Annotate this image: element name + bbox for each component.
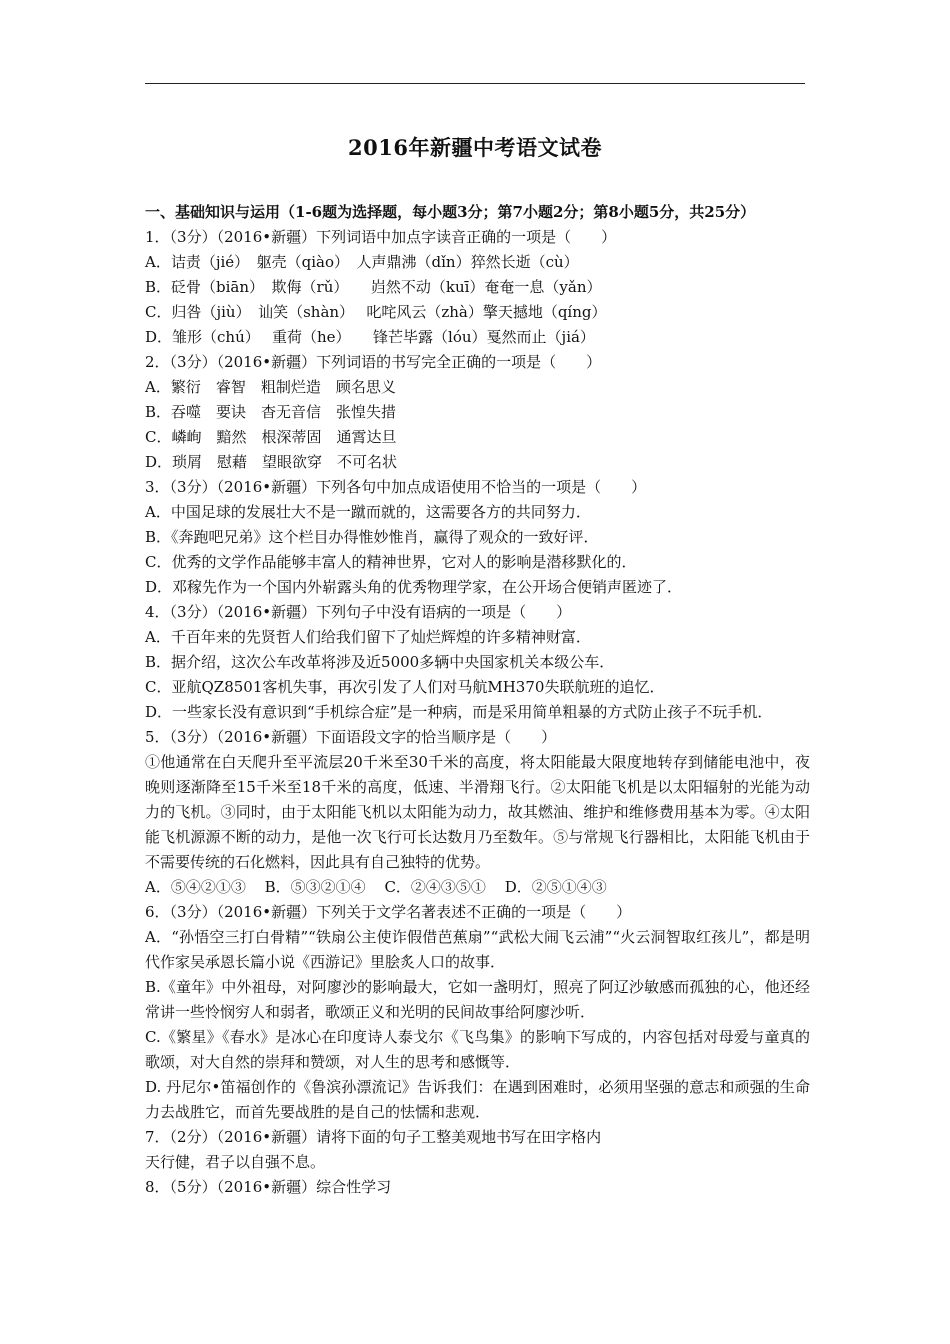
option-a: A．千百年来的先贤哲人们给我们留下了灿烂辉煌的许多精神财富． bbox=[145, 628, 591, 646]
question-5 bbox=[145, 725, 810, 900]
option-row bbox=[145, 875, 810, 900]
question-8 bbox=[145, 1175, 810, 1200]
option-a: A．中国足球的发展壮大不是一蹴而就的，这需要各方的共同努力． bbox=[145, 503, 591, 521]
question-stem: 8．（5分）（2016•新疆）综合性学习 bbox=[145, 1178, 392, 1196]
option-b: B．吞噬 要诀 杳无音信 张惶失措 bbox=[145, 403, 397, 421]
option-c: C．嶙峋 黯然 根深蒂固 通霄达旦 bbox=[145, 428, 397, 446]
question-6 bbox=[145, 900, 810, 1125]
option-c: C．优秀的文学作品能够丰富人的精神世界，它对人的影响是潜移默化的． bbox=[145, 553, 637, 571]
option-a: A．“孙悟空三打白骨精”“铁扇公主使诈假借芭蕉扇”“武松大闹飞云浦”“火云洞智取红孩儿”，都是明代作家吴承恩长篇小说《西游记》里脍炙人口的故事． bbox=[145, 928, 810, 971]
option-a: A．繁衍 睿智 粗制烂造 顾名思义 bbox=[145, 378, 396, 396]
option-d: D. 丹尼尔•笛福创作的《鲁滨孙漂流记》告诉我们：在遇到困难时，必须用坚强的意志和顽强的生命力去战胜它，而首先要战胜的是自己的怯懦和悲观． bbox=[145, 1078, 810, 1121]
option-c: C．②④③⑤① bbox=[384, 878, 486, 896]
question-1 bbox=[145, 225, 810, 350]
question-stem: 3．（3分）（2016•新疆）下列各句中加点成语使用不恰当的一项是（ ） bbox=[145, 478, 647, 496]
option-a: A．诘责（jié） 躯壳（qiào） 人声鼎沸（dǐn）猝然长逝（cù） bbox=[145, 253, 579, 271]
question-stem: 4．（3分）（2016•新疆）下列句子中没有语病的一项是（ ） bbox=[145, 603, 572, 621]
option-d: D．②⑤①④③ bbox=[504, 878, 607, 896]
option-a: A．⑤④②①③ bbox=[145, 878, 246, 896]
question-stem: 1．（3分）（2016•新疆）下列词语中加点字读音正确的一项是（ ） bbox=[145, 228, 617, 246]
question-4 bbox=[145, 600, 810, 725]
option-b: B．据介绍，这次公车改革将涉及近5000多辆中央国家机关本级公车． bbox=[145, 653, 615, 671]
question-stem: 5．（3分）（2016•新疆）下面语段文字的恰当顺序是（ ） bbox=[145, 728, 557, 746]
option-c: C．亚航QZ8501客机失事，再次引发了人们对马航MH370失联航班的追忆． bbox=[145, 678, 665, 696]
question-stem: 2．（3分）（2016•新疆）下列词语的书写完全正确的一项是（ ） bbox=[145, 353, 602, 371]
option-d: D．一些家长没有意识到“手机综合症”是一种病，而是采用简单粗暴的方式防止孩子不玩手机． bbox=[145, 703, 773, 721]
question-stem: 7．（2分）（2016•新疆）请将下面的句子工整美观地书写在田字格内 bbox=[145, 1128, 602, 1146]
question-stem: 6．（3分）（2016•新疆）下列关于文学名著表述不正确的一项是（ ） bbox=[145, 903, 632, 921]
option-c: C．归咎（jiù） 讪笑（shàn） 叱咤风云（zhà）擎天撼地（qíng） bbox=[145, 303, 607, 321]
section-heading: 一、基础知识与运用（1-6题为选择题，每小题3分；第7小题2分；第8小题5分，共25分） bbox=[145, 203, 756, 221]
option-d: D．雏形（chú） 重荷（he） 锋芒毕露（lóu）戛然而止（jiá） bbox=[145, 328, 595, 346]
option-d: D．邓稼先作为一个国内外崭露头角的优秀物理学家，在公开场合便销声匿迹了． bbox=[145, 578, 683, 596]
question-text: 天行健，君子以自强不息。 bbox=[145, 1153, 326, 1171]
question-3 bbox=[145, 475, 810, 600]
page-title: 2016年新疆中考语文试卷 bbox=[348, 135, 602, 160]
question-7 bbox=[145, 1125, 810, 1175]
option-d: D．琐屑 慰藉 望眼欲穿 不可名状 bbox=[145, 453, 398, 471]
exam-content bbox=[145, 200, 810, 1200]
question-2 bbox=[145, 350, 810, 475]
header-rule bbox=[145, 83, 805, 84]
option-b: B．砭骨（biān） 欺侮（rǔ） 岿然不动（kuī）奄奄一息（yǎn） bbox=[145, 278, 602, 296]
option-b: B.《童年》中外祖母，对阿廖沙的影响最大，它如一盏明灯，照亮了阿辽沙敏感而孤独的心，他还经常讲一些怜悯穷人和弱者，歌颂正义和光明的民间故事给阿廖沙听． bbox=[145, 978, 810, 1021]
option-b: B．《奔跑吧兄弟》这个栏目办得惟妙惟肖，赢得了观众的一致好评． bbox=[145, 528, 599, 546]
option-c: C.《繁星》《春水》是冰心在印度诗人泰戈尔《飞鸟集》的影响下写成的，内容包括对母爱与童真的歌颂，对大自然的崇拜和赞颂，对人生的思考和感慨等． bbox=[145, 1028, 810, 1071]
option-b: B．⑤③②①④ bbox=[264, 878, 366, 896]
passage: ①他通常在白天爬升至平流层20千米至30千米的高度，将太阳能最大限度地转存到储能电池中，夜晚则逐渐降至15千米至18千米的高度，低速、半滑翔飞行。②太阳能飞机是以太阳辐射的光能为动力的飞机。③同时，由于太阳能飞机以太阳能为动力，故其燃油、维护和维修费用基本为零。④太阳能飞机源源不断的动力，是他一次飞行可长达数月乃至数年。⑤与常规飞行器相比，太阳能飞机由于不需要传统的石化燃料，因此具有自己独特的优势。 bbox=[145, 753, 810, 871]
